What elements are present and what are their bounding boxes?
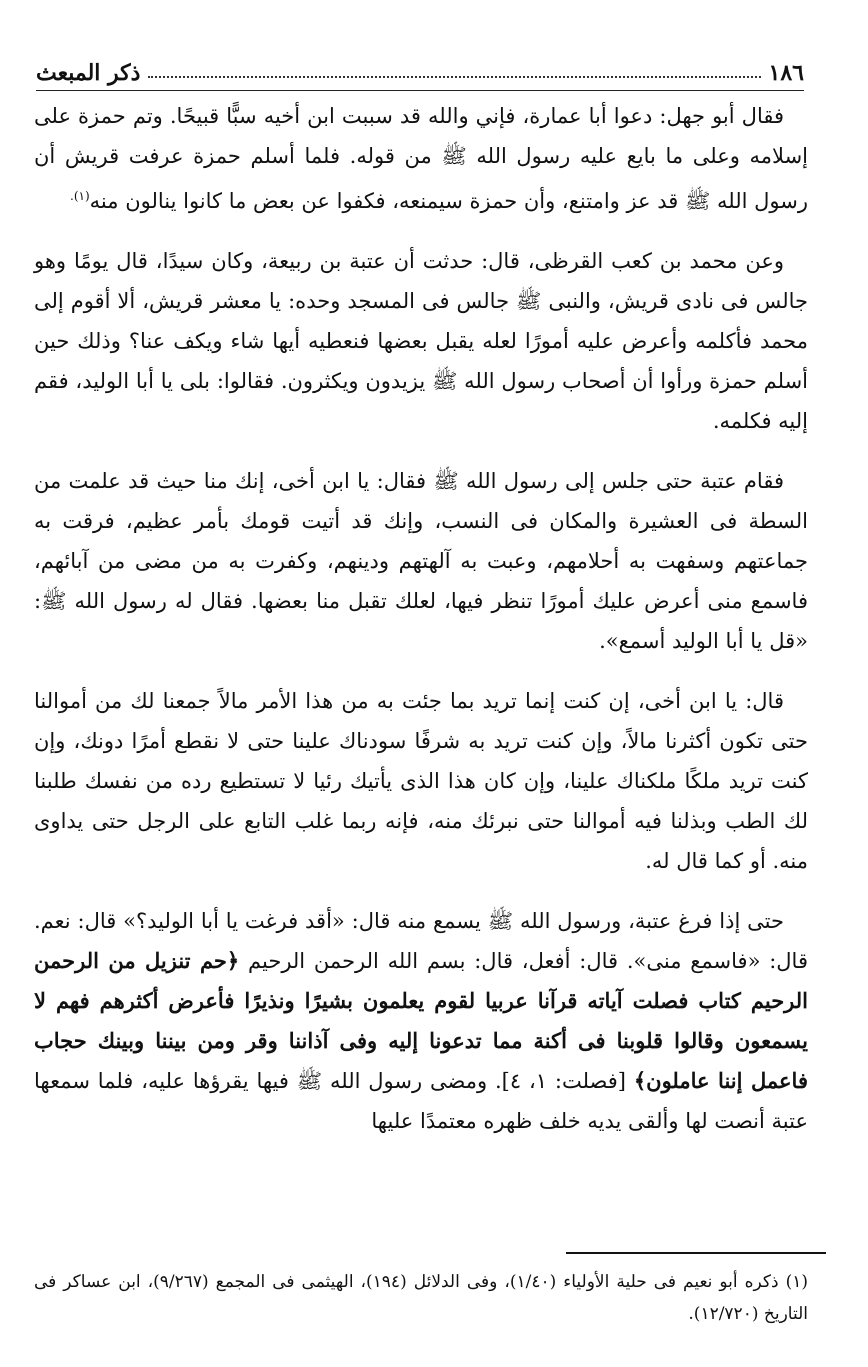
chapter-title: ذكر المبعث: [36, 60, 141, 86]
header-dot-leader: [148, 68, 760, 78]
paragraph-5-intro: حتى إذا فرغ عتبة، ورسول الله ﷺ يسمع منه قال: «أقد فرغت يا أبا الوليد؟» قال: نعم. قال: «فاسمع منى». قال: أفعل، قال: بسم الله الرحمن الرحيم: [34, 909, 808, 973]
paragraph-3: فقام عتبة حتى جلس إلى رسول الله ﷺ فقال: يا ابن أخى، إنك منا حيث قد علمت من السطة فى العشيرة والمكان فى النسب، وإنك قد أتيت قومك بأمر عظيم، فرقت به جماعتهم وسفهت به أحلامهم، وعبت به آلهتهم ودينهم، وكفرت به من مضى من آبائهم، فاسمع منى أعرض عليك أمورًا تنظر فيها، لعلك تقبل منا بعضها. فقال له رسول الله ﷺ: «قل يا أبا الوليد أسمع».: [34, 469, 808, 653]
page-number: ١٨٦: [768, 60, 804, 86]
paragraph-5-continuation: [فصلت: ١، ٤]. ومضى رسول الله ﷺ فيها يقرؤها عليه، فلما سمعها عتبة أنصت لها وألقى يديه خلف ظهره معتمدًا عليها: [34, 1069, 808, 1133]
paragraph-1-text: فقال أبو جهل: دعوا أبا عمارة، فإني والله قد سببت ابن أخيه سبًّا قبيحًا. وتم حمزة على إسلامه وعلى ما بايع عليه رسول الله ﷺ من قوله. فلما أسلم حمزة عرفت قريش أن رسول الله ﷺ قد عز وامتنع، وأن حمزة سيمنعه، فكفوا عن بعض ما كانوا ينالون منه: [34, 104, 808, 213]
quran-quote: ﴿حم تنزيل من الرحمن الرحيم كتاب فصلت آياته قرآنا عربيا لقوم يعلمون بشيرًا ونذيرًا فأعرض أكثرهم فهم لا يسمعون وقالوا قلوبنا فى أكنة مما تدعونا إليه وفى آذاننا وقر ومن بيننا وبينك حجاب فاعمل إننا عاملون﴾: [34, 948, 808, 1093]
paragraph-1: [34, 96, 808, 221]
footnote-ref: (١).: [70, 189, 90, 203]
paragraph-4: قال: يا ابن أخى، إن كنت إنما تريد بما جئت به من هذا الأمر مالاً جمعنا لك من أموالنا حتى تكون أكثرنا مالاً، وإن كنت تريد به شرفًا سودناك علينا حتى لا نقطع أمرًا دونك، وإن كنت تريد ملكًا ملكناك علينا، وإن كان هذا الذى يأتيك رئيا لا تستطيع رده من نفسك طلبنا لك الطب وبذلنا فيه أموالنا حتى نبرئك منه، فإنه ربما غلب التابع على الرجل حتى يداوى منه. أو كما قال له.: [34, 689, 808, 873]
page-header: [36, 56, 804, 91]
main-text: [34, 96, 808, 1161]
footnote: (١) ذكره أبو نعيم فى حلية الأولياء (١/٤٠)، وفى الدلائل (١٩٤)، الهيثمى فى المجمع (٩/٢٦٧)، ابن عساكر فى التاريخ (١٢/٧٢٠).: [34, 1272, 808, 1324]
paragraph-5: [34, 901, 808, 1141]
paragraph-2: وعن محمد بن كعب القرظى، قال: حدثت أن عتبة بن ربيعة، وكان سيدًا، قال يومًا وهو جالس فى نادى قريش، والنبى ﷺ جالس فى المسجد وحده: يا معشر قريش، ألا أقوم إلى محمد فأكلمه وأعرض عليه أمورًا لعله يقبل بعضها فنعطيه أيها شاء ويكف عنا؟ وذلك حين أسلم حمزة ورأوا أن أصحاب رسول الله ﷺ يزيدون ويكثرون. فقالوا: بلى يا أبا الوليد، فقم إليه فكلمه.: [34, 249, 808, 433]
footnote-divider: [566, 1252, 826, 1254]
